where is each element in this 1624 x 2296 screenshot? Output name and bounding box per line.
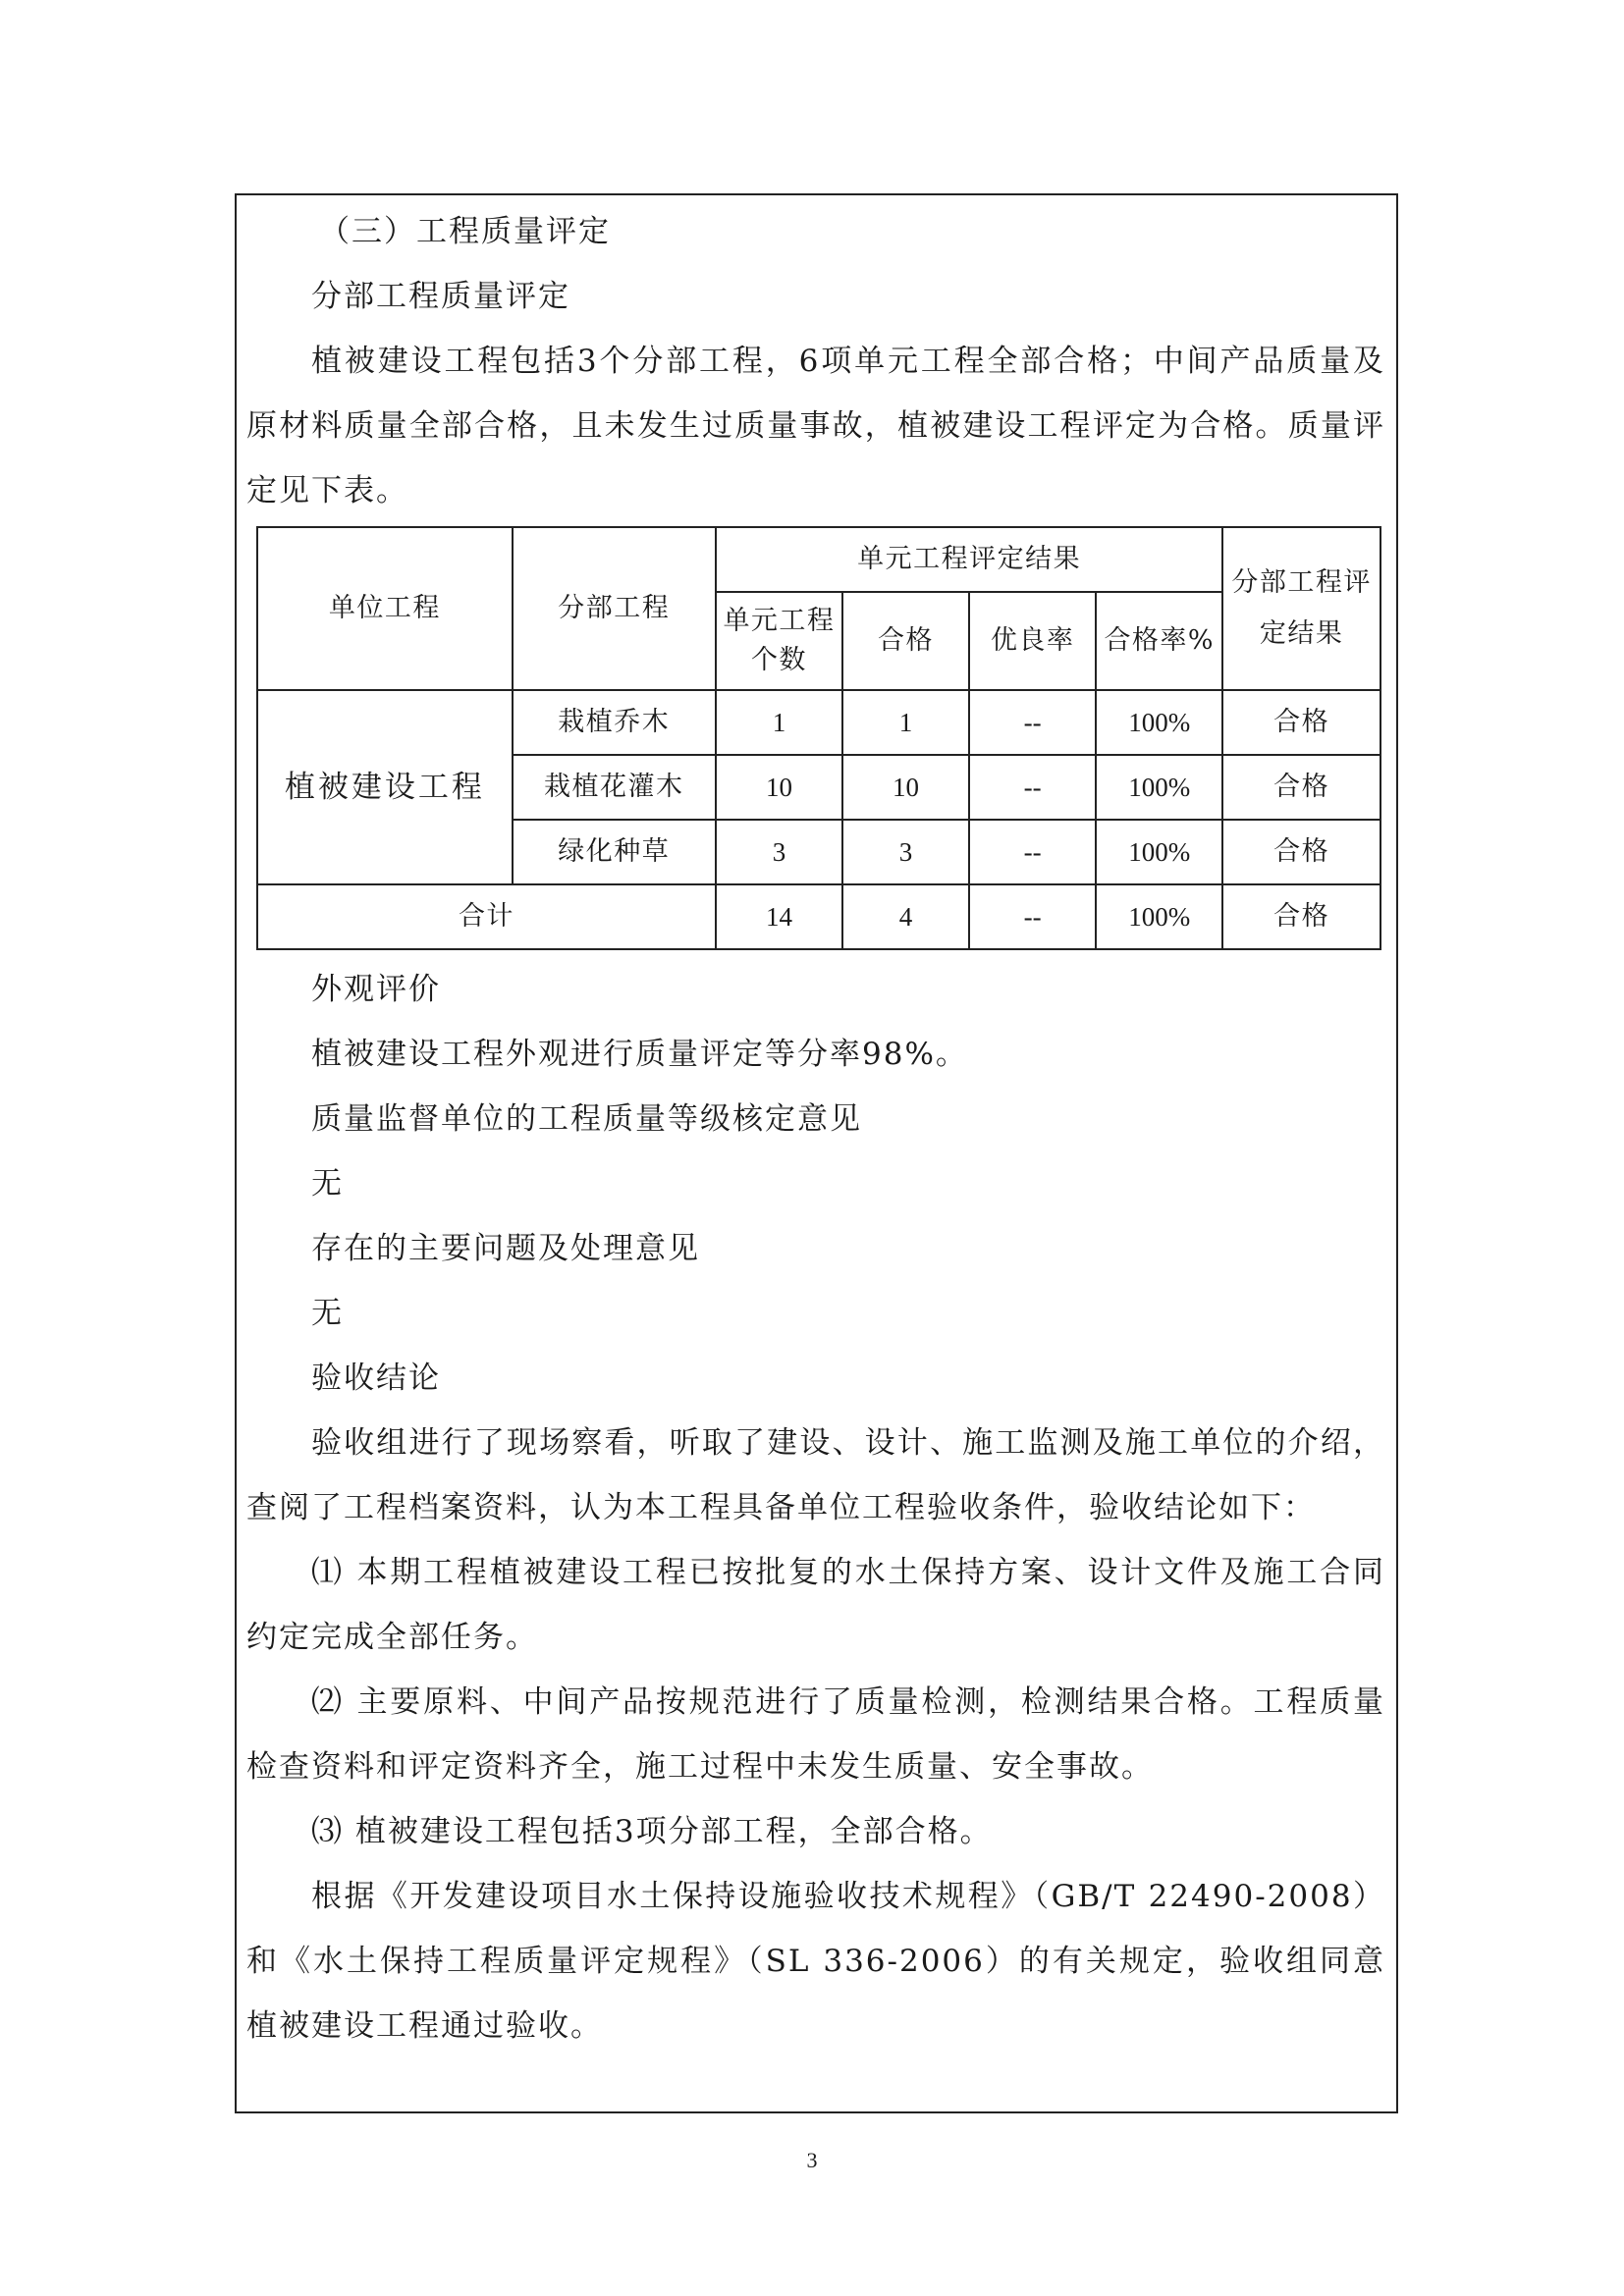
section-title: （三）工程质量评定 bbox=[319, 214, 611, 249]
table-cell: -- bbox=[969, 755, 1096, 820]
appearance-text: 植被建设工程外观进行质量评定等分率98%。 bbox=[311, 1037, 968, 1072]
conclusion-intro: 验收组进行了现场察看，听取了建设、设计、施工监测及施工单位的介绍，查阅了工程档案资料，认为本工程具备单位工程验收条件，验收结论如下： bbox=[246, 1425, 1385, 1525]
header-cell: 单位工程 bbox=[257, 527, 513, 690]
table-cell: 3 bbox=[716, 820, 842, 884]
header-cell: 合格率% bbox=[1096, 592, 1222, 690]
table-cell: 14 bbox=[716, 884, 842, 949]
table-cell: 栽植乔木 bbox=[513, 690, 716, 755]
table-header-row bbox=[257, 527, 1380, 592]
total-label-cell: 合计 bbox=[257, 884, 716, 949]
table-cell: 合格 bbox=[1222, 820, 1380, 884]
supervision-title: 质量监督单位的工程质量等级核定意见 bbox=[311, 1101, 862, 1137]
header-cell: 分部工程 bbox=[513, 527, 716, 690]
table-cell: -- bbox=[969, 690, 1096, 755]
subsection-title: 分部工程质量评定 bbox=[311, 279, 570, 314]
table-cell: -- bbox=[969, 820, 1096, 884]
table-cell: 1 bbox=[716, 690, 842, 755]
paragraph: 植被建设工程包括3个分部工程，6项单元工程全部合格；中间产品质量及原材料质量全部合格，且未发生过质量事故，植被建设工程评定为合格。质量评定见下表。 bbox=[246, 344, 1385, 508]
header-cell: 优良率 bbox=[969, 592, 1096, 690]
conclusion-item: ⑶ 植被建设工程包括3项分部工程，全部合格。 bbox=[311, 1814, 993, 1849]
table-cell: 100% bbox=[1096, 755, 1222, 820]
header-cell: 合格 bbox=[842, 592, 969, 690]
table-row bbox=[257, 690, 1380, 755]
issues-text: 无 bbox=[311, 1296, 344, 1331]
table-cell: -- bbox=[969, 884, 1096, 949]
unit-name-cell: 植被建设工程 bbox=[257, 690, 513, 884]
quality-table bbox=[256, 526, 1381, 950]
table-cell: 10 bbox=[716, 755, 842, 820]
table-cell: 绿化种草 bbox=[513, 820, 716, 884]
conclusion-title: 验收结论 bbox=[311, 1361, 441, 1396]
table-cell: 合格 bbox=[1222, 755, 1380, 820]
table-cell: 100% bbox=[1096, 820, 1222, 884]
page-number: 3 bbox=[806, 2148, 818, 2172]
appearance-title: 外观评价 bbox=[311, 972, 441, 1007]
table-cell: 1 bbox=[842, 690, 969, 755]
table-cell: 4 bbox=[842, 884, 969, 949]
header-cell: 单元工程评定结果 bbox=[716, 527, 1222, 592]
table-cell: 合格 bbox=[1222, 690, 1380, 755]
conclusion-final: 根据《开发建设项目水土保持设施验收技术规程》（GB/T 22490-2008）和《水土保持工程质量评定规程》（SL 336-2006）的有关规定，验收组同意植被建设工程通过验收。 bbox=[246, 1879, 1385, 2044]
table-cell: 栽植花灌木 bbox=[513, 755, 716, 820]
table-total-row bbox=[257, 884, 1380, 949]
document-body bbox=[246, 199, 1385, 2058]
header-text: 分部工程评定结果 bbox=[1231, 567, 1372, 649]
issues-title: 存在的主要问题及处理意见 bbox=[311, 1231, 700, 1266]
table-cell: 10 bbox=[842, 755, 969, 820]
supervision-text: 无 bbox=[311, 1166, 344, 1201]
table-cell: 3 bbox=[842, 820, 969, 884]
conclusion-item: ⑵ 主要原料、中间产品按规范进行了质量检测，检测结果合格。工程质量检查资料和评定资料齐全，施工过程中未发生质量、安全事故。 bbox=[246, 1684, 1385, 1785]
conclusion-item: ⑴ 本期工程植被建设工程已按批复的水土保持方案、设计文件及施工合同约定完成全部任务。 bbox=[246, 1555, 1385, 1655]
table-cell: 100% bbox=[1096, 690, 1222, 755]
header-cell: 单元工程个数 bbox=[716, 592, 842, 690]
header-cell bbox=[1222, 527, 1380, 690]
table-cell: 100% bbox=[1096, 884, 1222, 949]
table-cell: 合格 bbox=[1222, 884, 1380, 949]
